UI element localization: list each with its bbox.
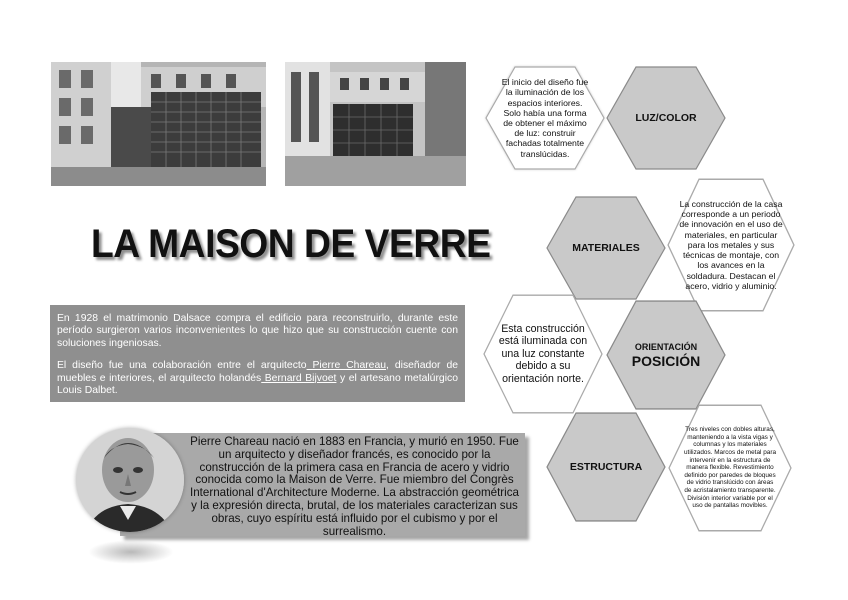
posicion-label: POSICIÓN xyxy=(631,352,701,369)
pierre-chareau-link[interactable]: Pierre Chareau xyxy=(306,360,387,372)
bernard-bijvoet-link[interactable]: Bernard Bijvoet xyxy=(261,372,337,384)
biography-text: Pierre Chareau nació en 1883 en Francia, y murió en 1950. Fue un arquitecto y diseñador francés, es conocido por la construcción de la primera casa en Francia de acero y vidrio conocida como la Maison de Verre. Fue miembro del Congrès International d'Architecture Moderne. La abstracción geométrica y la expresión directa, brutal, de los materiales caracterizan sus obras, cuyo espíritu está influido por el cubismo y por el surrealismo. xyxy=(190,435,519,538)
portrait-frame xyxy=(76,428,184,532)
hex-estructura-description xyxy=(668,404,792,532)
portrait-shadow xyxy=(88,540,174,564)
hex-materiales xyxy=(546,196,666,300)
estructura-label: ESTRUCTURA xyxy=(569,461,643,473)
hex-materiales-description xyxy=(667,178,795,312)
history-info-box xyxy=(50,305,465,402)
hex-estructura xyxy=(546,412,666,522)
pierre-chareau-portrait xyxy=(76,428,184,532)
collab-text-end: y el artesano metalúrgico Louis Dalbet. xyxy=(57,372,458,397)
orientacion-label: ORIENTACIÓN xyxy=(634,341,698,352)
collaboration-paragraph xyxy=(57,360,458,397)
hex-luz-color xyxy=(606,66,726,170)
orientacion-description: Esta construcción está iluminada con una luz constante debido a su orientación norte. xyxy=(498,322,588,385)
hex-luz-description xyxy=(485,66,605,170)
luz-color-label: LUZ/COLOR xyxy=(635,112,697,124)
house-facade-photo xyxy=(285,62,466,186)
collab-text-start: El diseño fue una colaboración entre el arquitecto xyxy=(57,360,307,372)
house-courtyard-photo xyxy=(51,62,266,186)
estructura-description: Tres niveles con dobles alturas, manteniendo a la vista vigas y columnas y los materiales utilizados. Marcos de metal para intervenir en la estructura de manera flexible. Revestimiento definido por paredes de bloques de vidrio translúcido con áreas de acristalamiento transparente. División interior variable por el uso de pantallas movibles. xyxy=(684,426,776,510)
materiales-description: La construcción de la casa corresponde a un periodo de innovación en el uso de materiales, en particular para los metales y sus técnicas de montaje, con los avances en la soldadura. Destacan el acero, vidrio y aluminio. xyxy=(679,199,783,291)
collab-text-middle: , diseñador de muebles e interiores, el arquitecto holandés xyxy=(57,360,458,384)
history-paragraph: En 1928 el matrimonio Dalsace compra el edificio para reconstruirlo, durante este período surgieron varios inconvenientes lo que hizo que su construcción cuente con soluciones ingeniosas. xyxy=(57,313,458,349)
hex-orientacion xyxy=(606,300,726,410)
hex-orientacion-description xyxy=(483,294,603,414)
materiales-label: MATERIALES xyxy=(572,242,640,254)
page-title: LA MAISON DE VERRE xyxy=(91,222,491,266)
luz-description: El inicio del diseño fue la iluminación de los espacios interiores. Solo había una forma de obtener el máximo de luz: construir fachadas totalmente translúcidas. xyxy=(501,77,589,159)
